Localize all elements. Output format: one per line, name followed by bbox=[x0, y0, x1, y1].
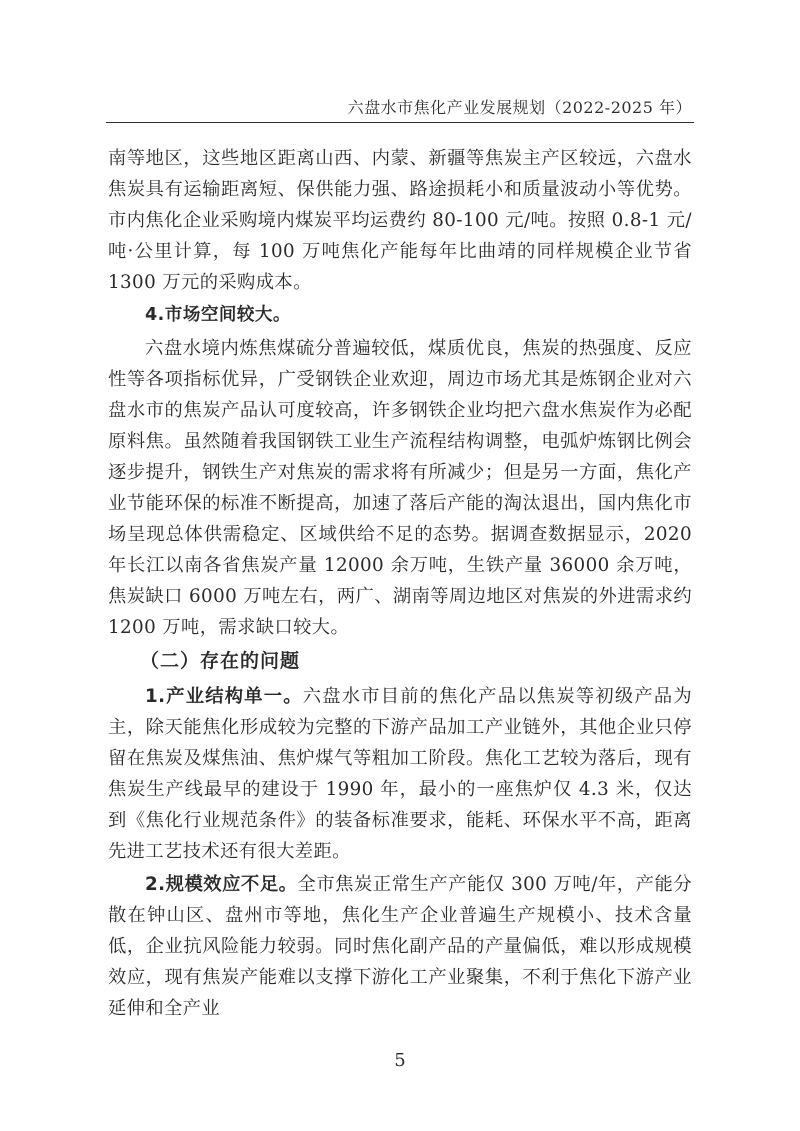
page-number: 5 bbox=[394, 1050, 406, 1071]
running-header: 六盘水市焦化产业发展规划（2022-2025 年） bbox=[347, 98, 692, 117]
paragraph-lead-scale: 2.规模效应不足。 bbox=[145, 874, 298, 895]
subheading-market-space: 4.市场空间较大。 bbox=[145, 305, 291, 325]
document-body bbox=[108, 143, 692, 1026]
paragraph-transport-advantage: 南等地区，这些地区距离山西、内蒙、新疆等焦炭主产区较远，六盘水焦炭具有运输距离短、保供能力强、路途损耗小和质量波动小等优势。市内焦化企业采购境内煤炭平均运费约 80-100 元/吨。按照 0.8-1 元/吨·公里计算，每 100 万吨焦化产能每年比曲靖的同样规模企业节省 1300 万元的采购成本。 bbox=[108, 148, 692, 293]
paragraph-text-structure: 六盘水市目前的焦化产品以焦炭等初级产品为主，除天能焦化形成较为完整的下游产品加工产业链外，其他企业只停留在焦炭及煤焦油、焦炉煤气等粗加工阶段。焦化工艺较为落后，现有焦炭生产线最早的建设于 1990 年，最小的一座焦炉仅 4.3 米，仅达到《焦化行业规范条件》的装备标准要求，能耗、环保水平不高，距离先进工艺技术还有很大差距。 bbox=[108, 686, 693, 862]
paragraph-market-space: 六盘水境内炼焦煤硫分普遍较低，煤质优良，焦炭的热强度、反应性等各项指标优异，广受钢铁企业欢迎，周边市场尤其是炼钢企业对六盘水市的焦炭产品认可度较高，许多钢铁企业均把六盘水焦炭作为必配原料焦。虽然随着我国钢铁工业生产流程结构调整，电弧炉炼钢比例会逐步提升，钢铁生产对焦炭的需求将有所减少；但是另一方面，焦化产业节能环保的标准不断提高，加速了落后产能的淘汰退出，国内焦化市场呈现总体供需稳定、区域供给不足的态势。据调查数据显示，2020 年长江以南各省焦炭产量 12000 余万吨，生铁产量 36000 余万吨，焦炭缺口 6000 万吨左右，两广、湖南等周边地区对焦炭的外进需求约 1200 万吨，需求缺口较大。 bbox=[108, 338, 692, 638]
paragraph-structure-single bbox=[108, 681, 692, 867]
paragraph-scale-effect bbox=[108, 869, 692, 1024]
header-rule bbox=[106, 122, 694, 123]
paragraph-text-scale: 全市焦炭正常生产产能仅 300 万吨/年，产能分散在钟山区、盘州市等地，焦化生产企业普遍生产规模小、技术含量低，企业抗风险能力较弱。同时焦化副产品的产量偏低，难以形成规模效应，现有焦炭产能难以支撑下游化工产业聚集，不利于焦化下游产业延伸和全产业 bbox=[108, 874, 692, 1019]
section-heading-problems: （二）存在的问题 bbox=[140, 650, 301, 672]
paragraph-lead-structure: 1.产业结构单一。 bbox=[145, 686, 303, 707]
